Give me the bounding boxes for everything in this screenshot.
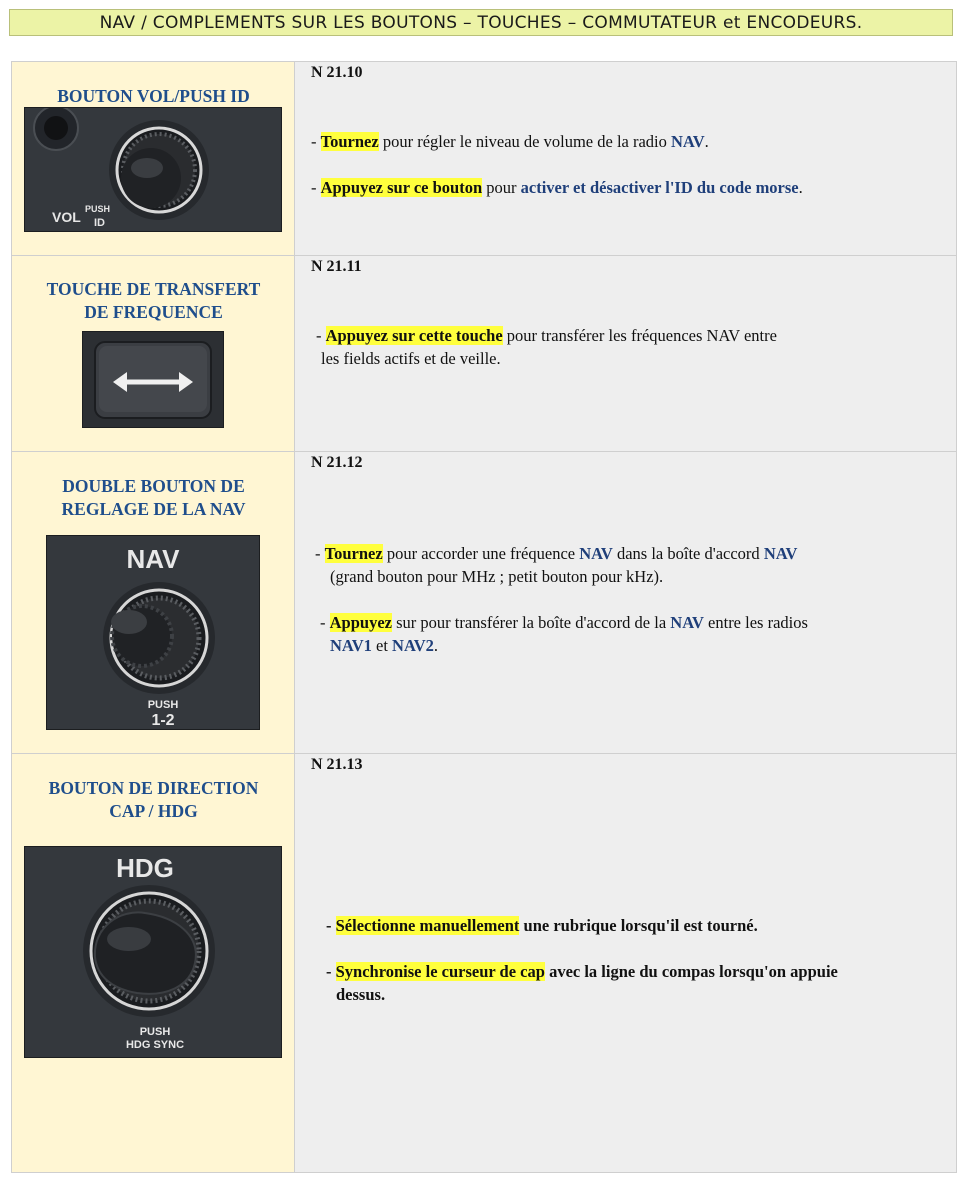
row-title: DOUBLE BOUTON DE REGLAGE DE LA NAV	[61, 476, 246, 519]
instruction-turn: - Sélectionne manuellement une rubrique lorsqu'il est tourné.	[326, 916, 758, 935]
push-label: PUSH	[147, 699, 179, 711]
row-content-cell	[295, 62, 956, 255]
row-content-cell	[295, 256, 956, 451]
reference-code: N 21.10	[311, 64, 363, 81]
row-label-cell	[12, 452, 295, 753]
nav-dual-knob-image	[46, 535, 260, 730]
instruction-push: - Appuyez sur pour transférer la boîte d'accord de la NAV entre les radios NAV1 et NAV2.	[320, 613, 808, 655]
info-table	[11, 61, 957, 1173]
table-row-n2111	[12, 256, 956, 452]
instruction-turn: - Tournez pour accorder une fréquence NAV dans la boîte d'accord NAV (grand bouton pour MHz ; petit bouton pour kHz).	[315, 544, 798, 586]
row-label-cell	[12, 62, 295, 255]
table-row-n2110	[12, 62, 956, 256]
row-content-cell	[295, 754, 956, 1172]
table-row-n2112	[12, 452, 956, 754]
reference-code: N 21.13	[311, 756, 363, 773]
instruction-turn: - Tournez pour régler le niveau de volume de la radio NAV.	[311, 132, 709, 151]
transfer-key-image	[82, 331, 224, 428]
vol-push-id-knob-image	[24, 107, 282, 232]
row-title: BOUTON DE DIRECTION CAP / HDG	[48, 778, 259, 821]
push-label: PUSH	[139, 1026, 171, 1038]
instruction-push: - Appuyez sur ce bouton pour activer et désactiver l'ID du code morse.	[311, 178, 803, 197]
hdg-sync-label: HDG SYNC	[125, 1039, 185, 1051]
vol-label: VOL	[52, 209, 81, 225]
row-content-cell	[295, 452, 956, 753]
page-title-banner: NAV / COMPLEMENTS SUR LES BOUTONS – TOUCHES – COMMUTATEUR et ENCODEURS.	[9, 9, 953, 36]
row-label-cell	[12, 256, 295, 451]
push-label: PUSH	[85, 204, 111, 214]
table-row-n2113	[12, 754, 956, 1172]
nav-label: NAV	[126, 544, 180, 574]
reference-code: N 21.11	[311, 258, 362, 275]
hdg-label: HDG	[116, 853, 174, 883]
row-title: BOUTON VOL/PUSH ID	[57, 86, 250, 106]
row-label-cell	[12, 754, 295, 1172]
instruction-push: - Synchronise le curseur de cap avec la ligne du compas lorsqu'on appuie dessus.	[326, 962, 838, 1004]
reference-code: N 21.12	[311, 454, 363, 471]
id-label: ID	[94, 217, 105, 229]
push-number-label: 1-2	[151, 712, 175, 729]
instruction-push: - Appuyez sur cette touche pour transférer les fréquences NAV entre les fields actifs et de veille.	[316, 326, 777, 368]
hdg-knob-image	[24, 846, 282, 1058]
row-title: TOUCHE DE TRANSFERT DE FREQUENCE	[46, 279, 261, 322]
